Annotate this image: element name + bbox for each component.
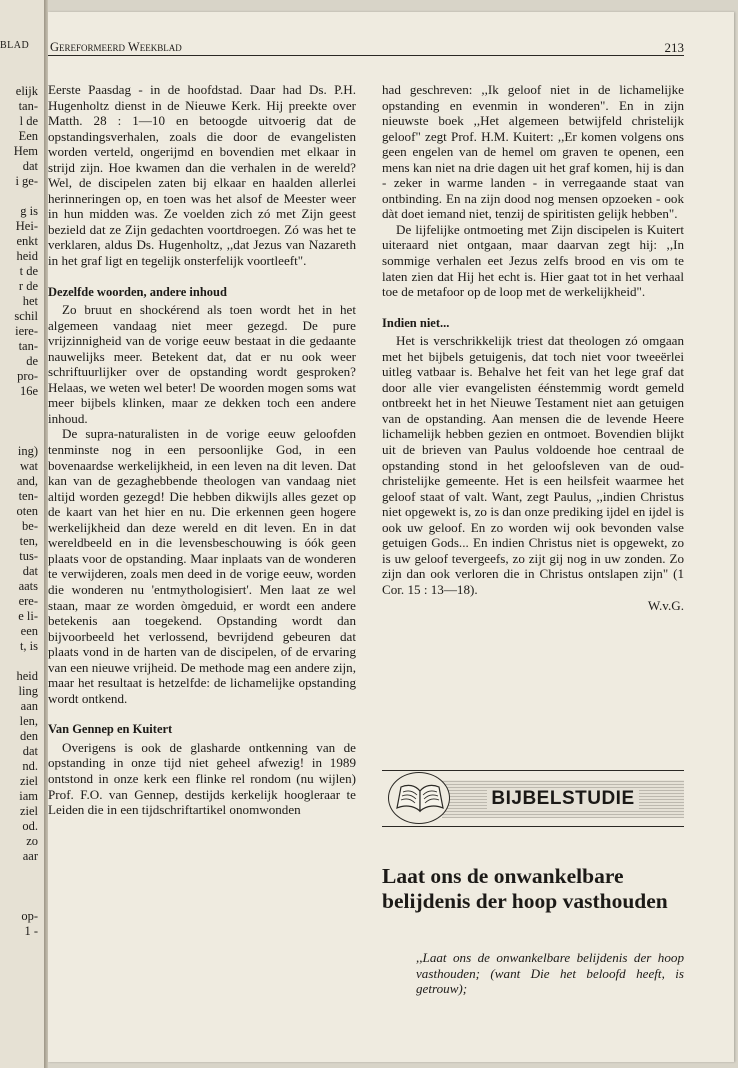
divider [382,770,684,771]
previous-page-fragment: e li- [18,609,38,623]
previous-page-fragment [14,864,38,879]
previous-page-fragment: ten- [18,489,38,503]
study-title: Laat ons de onwankelbare belijdenis der hoop vasthouden [382,864,668,913]
paragraph: Zo bruut en shockérend als toen wordt het in het algemeen vandaag niet meer gezegd. De pure vrijzinnigheid van de vorige eeuw bestaat in die gedaante nauwelijks meer. Betekent dat, dat er nu ook weer schriftuurlijker over de opstanding wordt gesproken? Helaas, we weten wel beter! De woorden mogen soms wat meer bijbels klinken, maar ze dekken toch een andere inhoud. [48,302,356,426]
journal-title: Gereformeerd Weekblad [50,40,182,54]
author-signature: W.v.G. [647,597,684,613]
previous-page-fragment: t, is [19,639,38,653]
previous-page-fragment: dat [22,159,38,173]
previous-page-fragment: dat [22,744,38,758]
previous-page-fragment: ziel [19,774,38,788]
previous-page-fragment: be- [22,519,38,533]
paragraph: Overigens is ook de glasharde ontkenning van de opstanding in onze tijd niet geheel afwezig! in 1989 ontstond in onze kerk een flinke rel rondom (nu wijlen) Prof. F.O. van Gennep, destijds kerkelijk hoogleraar te Leiden die in een tijdschriftartikel onomwonden [48,739,356,818]
previous-page-fragment: heid [16,669,38,683]
page-number: 213 [664,40,684,55]
section-banner-label: BIJBELSTUDIE [487,788,638,810]
previous-page-fragment [14,894,38,909]
right-intro-paragraph: had geschreven: ,,Ik geloof niet in de lichamelijke opstanding en evenmin in wonderen". En in zijn nieuwste boek ,,Het algemeen betwijfeld christelijk geloof" zegt Prof. H.M. Kuitert: ,,Er komen volgens ons geen engelen van de hemel om graven te openen, een mens kan niet na drie dagen uit het graf komen, hij is dan - zeker in warme landen - in verregaande staat van ontbinding. En na zijn dood nog mensen opzoeken - ook dàt doet iemand niet, tenzij de spiritisten gelijk hebben". [382,82,684,222]
previous-page-fragment: wat [19,459,38,473]
previous-page-fragment: iere- [15,324,38,338]
previous-page-fragment: tan- [18,99,38,113]
paragraph: De lijfelijke ontmoeting met Zijn discipelen is Kuitert uiteraard niet ontgaan, maar daarvan zegt hij: ,,In sommige verhalen eet Jezus zelfs brood en vis om te laten zien dat Hij het echt is. Hier gaat tot in het verhaal toe de metafoor op de loop met de werkelijkheid". [382,221,684,300]
divider [382,826,684,827]
previous-page-fragment: aats [18,579,38,593]
previous-page-fragment: g is [20,204,38,218]
previous-page-fragment: 16e [19,384,38,398]
section-heading-dezelfde-woorden: Dezelfde woorden, andere inhoud [48,284,227,299]
previous-page-fragment: nd. [22,759,38,773]
page-header [48,38,684,56]
left-column [48,82,356,818]
previous-page-fragment: oten [16,504,38,518]
previous-page-fragment: 1 - [24,924,38,938]
previous-page-fragment: aar [22,849,38,863]
previous-page-fragment: een [20,624,38,638]
previous-page-fragment: len, [19,714,38,728]
previous-page-fragment: het [22,294,38,308]
section-heading-van-gennep: Van Gennep en Kuitert [48,722,173,737]
previous-page-fragment [14,189,38,204]
previous-page-fragment: t de [19,264,38,278]
previous-page-edge [0,0,44,1068]
previous-page-fragment: i ge- [15,174,38,188]
paragraph: Het is verschrikkelijk triest dat theologen zó omgaan met het bijbels getuigenis, dat toch niet voor tweeërlei uitleg vatbaar is. Behalve het feit van het lege graf dat door alle vier evangelisten éénstemmig wordt gemeld ontbreekt het in het Nieuwe Testament niet aan getuigen van de opstanding. Aan mensen die de levende Heere lichamelijk hebben gezien en ontmoet. Bovendien blijkt uit de brieven van Paulus voldoende hoe centraal de opstanding stond in het geloofsleven van de oud-christelijke gemeente. Het is een heilsfeit waarmee het geloof staat of valt. Want, zegt Paulus, ,,indien Christus niet opgewekt is, zo is dan onze prediking ijdel en ijdel is ook uw geloof. En zo worden wij ook bevonden valse getuigen Gods... En indien Christus niet is opgewekt, zo is uw geloof tevergeefs, zo zijt gij nog in uw zonden. Zo zijn dan ook verloren die in Christus ontslapen zijn" (1 Cor. 15 : 13—18). [382,333,684,597]
previous-page-fragment: op- [21,909,38,923]
previous-page-header-fragment: BLAD [0,40,30,51]
previous-page-fragment [14,429,38,444]
magazine-page [48,12,734,1062]
previous-page-fragment: ere- [18,594,38,608]
left-intro-paragraph: Eerste Paasdag - in de hoofdstad. Daar had Ds. P.H. Hugenholtz dienst in de Nieuwe Kerk. Hij preekte over Matth. 28 : 1—10 en betoogde uitvoerig dat de opstandingsverhalen, zoals die door de evangelisten worden verteld, ongerijmd en bovendien met elkaar in strijd zijn. Hoe kwamen dan die verhalen in de wereld? Wel, de discipelen zaten bij elkaar en haalden allerlei herinneringen op, en toen was het alsof de Meester weer in hun midden was. Ze voelden zich zó met Zijn geest bezield dat ze Zijn gedachten voortdroegen. Zó was het te verklaren, aldus Ds. Hugenholtz, ,,dat Jezus van Nazareth in het graf ligt en tegelijk onsterfelijk voortleeft". [48,82,356,269]
previous-page-fragment: enkt [16,234,38,248]
previous-page-fragment: tan- [18,339,38,353]
previous-page-fragment: den [19,729,38,743]
previous-page-text-fragments [14,84,38,939]
previous-page-fragment [14,414,38,429]
previous-page-fragment [14,654,38,669]
previous-page-fragment: and, [16,474,38,488]
section-heading-indien-niet: Indien niet... [382,315,450,330]
previous-page-fragment: aan [20,699,38,713]
previous-page-fragment: ziel [19,804,38,818]
previous-page-fragment: r de [18,279,38,293]
previous-page-fragment: pro- [17,369,38,383]
bijbelstudie-banner-box [382,762,684,830]
previous-page-fragment: zo [26,834,38,848]
previous-page-fragment: l de [19,114,38,128]
paragraph: De supra-naturalisten in de vorige eeuw geloofden tenminste nog in een persoonlijke God, in een bovenaardse werkelijkheid, in een leven na dit leven. Dat kan van de gezaghebbende theologen van vandaag niet altijd worden gezegd! Die hebben dikwijls alles gezet op de kaart van het hier en nu. Die erkennen geen hogere werkelijkheid dan deze wereld en dit leven. En in dat wereldbeeld en in die levensbeschouwing is óók geen plaats voor de opstanding. Maar inplaats van de wonderen te verwijderen, zoals men deed in de vorige eeuw, worden die wonderen nu 'entmythologisiert'. Men laat ze wel staan, maar ze worden òmgeduid, er wordt een andere betekenis aan toegekend. Opstanding wordt dan bijvoorbeeld het verlossend, bevrijdend gebeuren dat plaats vond in de harten van de discipelen, of de ervaring van een nieuwe vrijheid. De methode mag een andere zijn, maar het resultaat is hetzelfde: de lichamelijke opstanding wordt ontkend. [48,426,356,706]
previous-page-fragment: iam [19,789,38,803]
previous-page-fragment: ten, [19,534,38,548]
previous-page-fragment: tus- [19,549,38,563]
study-quote: ,,Laat ons de onwankelbare belijdenis der hoop vasthouden; (want Die het beloofd heeft, is getrouw); [416,950,684,997]
previous-page-fragment: ling [18,684,38,698]
previous-page-fragment: dat [22,564,38,578]
previous-page-fragment: schil [14,309,38,323]
open-book-icon [388,772,450,824]
previous-page-fragment: de [26,354,38,368]
previous-page-fragment: ing) [17,444,38,458]
previous-page-fragment [14,399,38,414]
previous-page-fragment [14,879,38,894]
section-banner [442,780,684,818]
previous-page-fragment: Hem [13,144,38,158]
right-column [382,82,684,613]
previous-page-fragment: od. [22,819,38,833]
previous-page-fragment: Een [18,129,38,143]
previous-page-fragment: Hei- [15,219,38,233]
previous-page-fragment: heid [16,249,38,263]
previous-page-fragment: elijk [15,84,38,98]
